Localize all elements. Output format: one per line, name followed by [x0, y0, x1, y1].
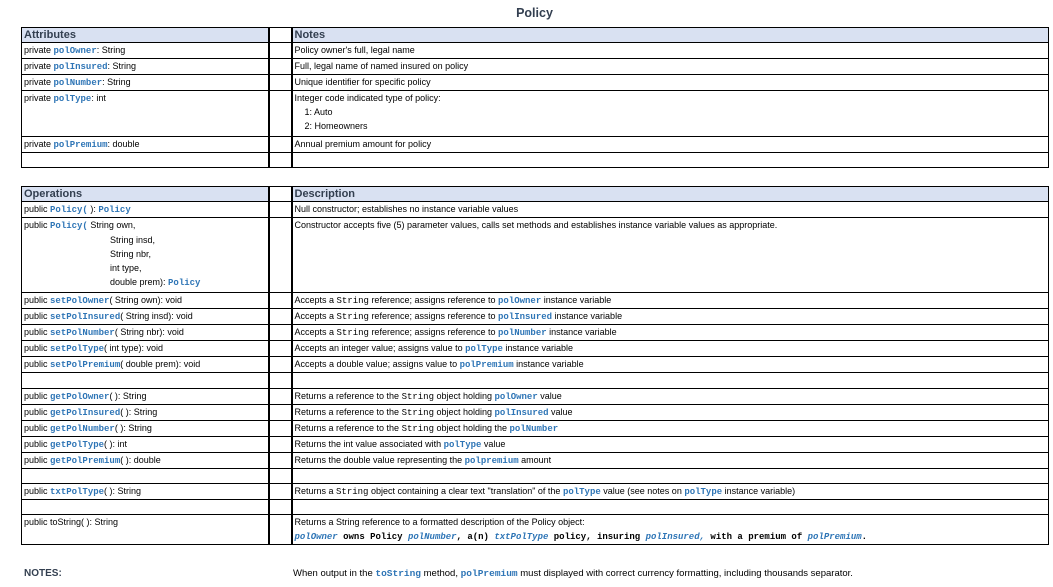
table-row: public setPolNumber( String nbr): void Accepts a String reference; assigns reference to polNumber instance variable	[22, 325, 1049, 341]
table-row: public setPolOwner( String own): void Accepts a String reference; assigns reference to polOwner instance variable	[22, 293, 1049, 309]
table-row: public toString( ): String Returns a String reference to a formatted description of the Policy object: polOwner owns Policy polNumber, a(n) txtPolType policy, insuring polInsured, with a premium of polPremium.	[22, 515, 1049, 545]
operations-header: Operations	[22, 187, 269, 202]
notes-text: When output in the toString method, polPremium must displayed with correct currency formatting, including thousands separator.	[293, 568, 853, 579]
table-row: public txtPolType( ): String Returns a String object containing a clear text "translation" of the polType value (see notes on polType instance variable)	[22, 484, 1049, 500]
table-row-empty	[22, 373, 1049, 389]
table-row: public getPolInsured( ): String Returns a reference to the String object holding polInsured value	[22, 405, 1049, 421]
table-row: public getPolType( ): int Returns the int value associated with polType value	[22, 437, 1049, 453]
page-title: Policy	[516, 6, 553, 20]
attributes-header-row	[22, 28, 1049, 43]
table-row: private polType: int Integer code indicated type of policy: 1: Auto 2: Homeowners	[22, 91, 1049, 137]
description-header: Description	[292, 187, 1049, 202]
notes-header: Notes	[292, 28, 1049, 43]
table-row: private polNumber: String Unique identifier for specific policy	[22, 75, 1049, 91]
table-row: public setPolInsured( String insd): void Accepts a String reference; assigns reference to polInsured instance variable	[22, 309, 1049, 325]
table-row: private polPremium: double Annual premium amount for policy	[22, 137, 1049, 153]
attributes-table	[21, 27, 1049, 168]
table-row: public Policy( String own, String insd, String nbr, int type, double prem): Policy Constructor accepts five (5) parameter values, calls set methods and establishes instance variable values as appropriate.	[22, 218, 1049, 293]
table-row: public getPolNumber( ): String Returns a reference to the String object holding the polNumber	[22, 421, 1049, 437]
table-row-empty	[22, 500, 1049, 515]
operations-header-row	[22, 187, 1049, 202]
table-row: public Policy( ): Policy Null constructor; establishes no instance variable values	[22, 202, 1049, 218]
operations-table	[21, 186, 1049, 545]
table-row: public getPolPremium( ): double Returns the double value representing the polpremium amount	[22, 453, 1049, 469]
attributes-header: Attributes	[22, 28, 269, 43]
table-row: public setPolPremium( double prem): void Accepts a double value; assigns value to polPremium instance variable	[22, 357, 1049, 373]
table-row-empty	[22, 469, 1049, 484]
table-row: public getPolOwner( ): String Returns a reference to the String object holding polOwner value	[22, 389, 1049, 405]
table-row: private polOwner: String Policy owner's full, legal name	[22, 43, 1049, 59]
table-row-empty	[22, 153, 1049, 168]
table-row: private polInsured: String Full, legal name of named insured on policy	[22, 59, 1049, 75]
notes-label: NOTES:	[24, 568, 62, 579]
table-row: public setPolType( int type): void Accepts an integer value; assigns value to polType instance variable	[22, 341, 1049, 357]
